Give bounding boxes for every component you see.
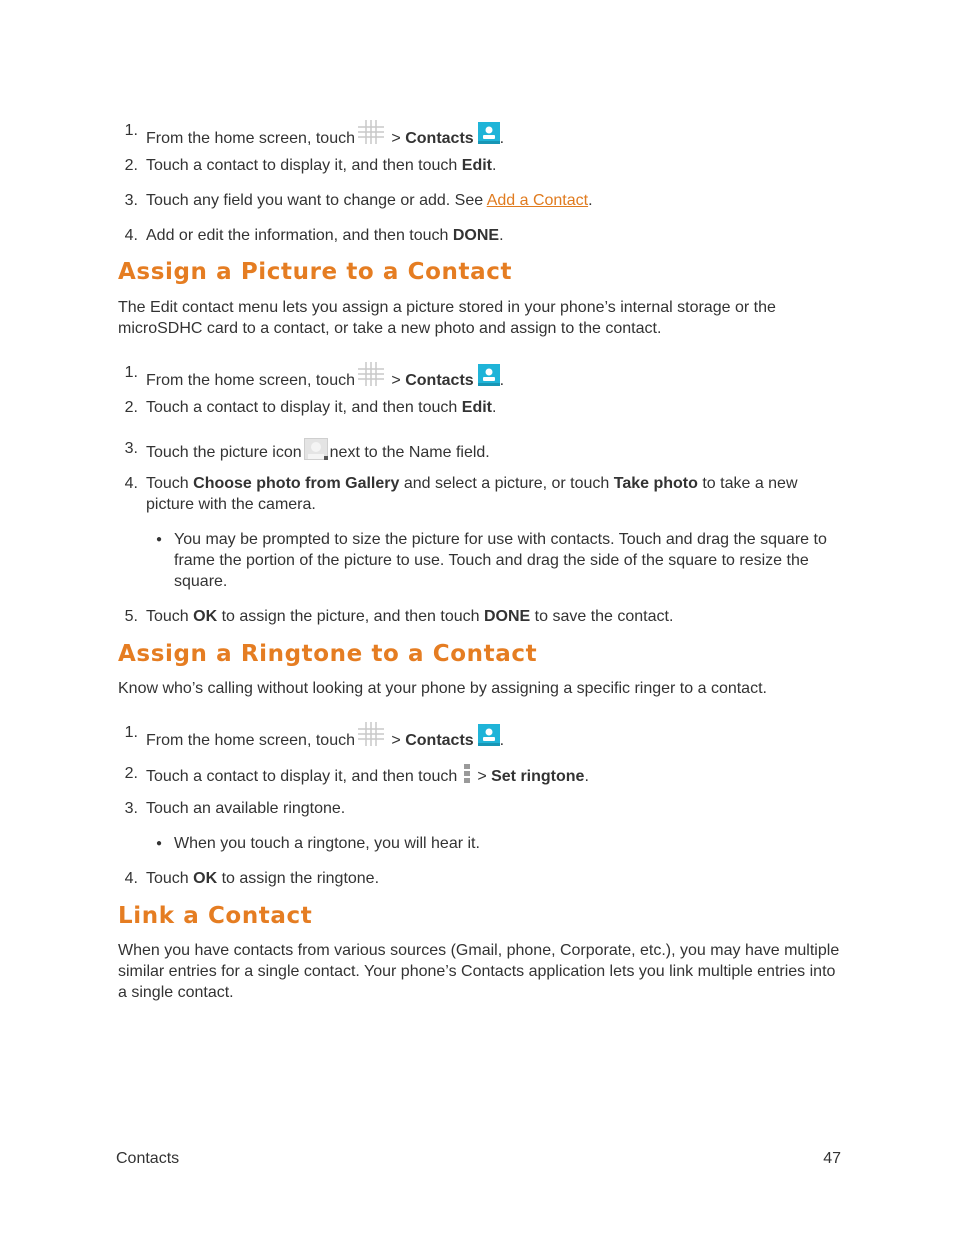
step-end: to assign the ringtone. — [217, 870, 380, 887]
step-end: . — [584, 768, 589, 785]
contacts-label: Contacts — [405, 372, 474, 389]
step-end: . — [491, 399, 497, 416]
add-a-contact-link[interactable]: Add a Contact — [486, 192, 589, 209]
step-text: Touch a contact to display it, and then touch — [146, 768, 458, 785]
step-text: Add or edit the information, and then touch — [146, 227, 453, 244]
step-number: 3. — [124, 800, 138, 817]
apps-grid-icon — [358, 362, 384, 386]
contacts-app-icon — [478, 364, 500, 386]
step-text: Touch — [146, 475, 194, 492]
step-text: Touch a contact to display it, and then touch — [146, 157, 462, 174]
step-end: . — [499, 372, 505, 389]
bullet-dot: ● — [156, 838, 163, 849]
step-text: Touch the picture icon — [146, 444, 302, 461]
footer-section: Contacts — [116, 1150, 180, 1167]
contact-picture-icon — [304, 438, 328, 460]
step-text-mid: to assign the picture, and then touch — [217, 608, 484, 625]
step-text: From the home screen, touch — [146, 130, 355, 147]
step-end: next to the Name field. — [329, 444, 490, 461]
step-end: to take a new picture with the camera. — [146, 475, 798, 513]
edit-label: Edit — [461, 157, 492, 174]
step-text: From the home screen, touch — [146, 372, 355, 389]
step-number: 4. — [124, 475, 138, 492]
step-end: . — [491, 157, 497, 174]
step-number: 2. — [124, 157, 138, 174]
step-text: Touch — [146, 608, 194, 625]
page-number: 47 — [823, 1150, 841, 1167]
contacts-label: Contacts — [405, 130, 474, 147]
step-end: to save the contact. — [530, 608, 674, 625]
step-number: 1. — [124, 724, 138, 741]
separator: > — [477, 768, 492, 785]
link-contact-intro: When you have contacts from various sources (Gmail, phone, Corporate, etc.), you may have multiple similar entries for a single contact. Your phone’s Contacts application lets you link multiple entries into a single contact. — [118, 942, 840, 1001]
step-number: 1. — [124, 364, 138, 381]
done-label: DONE — [452, 227, 500, 244]
step-text: From the home screen, touch — [146, 732, 355, 749]
contacts-app-icon — [478, 724, 500, 746]
picture-heading: Assign a Picture to a Contact — [118, 259, 513, 285]
step-end: . — [588, 192, 593, 209]
menu-icon — [463, 763, 471, 783]
take-photo-label: Take photo — [613, 475, 698, 492]
ringtone-intro: Know who’s calling without looking at your phone by assigning a specific ringer to a contact. — [118, 680, 767, 697]
done-label: DONE — [483, 608, 531, 625]
step-end: . — [499, 732, 505, 749]
ok-label: OK — [193, 870, 218, 887]
contacts-label: Contacts — [405, 732, 474, 749]
step-number: 1. — [124, 122, 138, 139]
step-end: . — [499, 227, 504, 244]
step-text: Touch any field you want to change or add. See — [146, 192, 487, 209]
separator: > — [386, 372, 406, 389]
step-number: 2. — [124, 399, 138, 416]
choose-photo-label: Choose photo from Gallery — [193, 475, 400, 492]
step-number: 5. — [124, 608, 138, 625]
step-text: Touch an available ringtone. — [146, 800, 346, 817]
picture-intro: The Edit contact menu lets you assign a picture stored in your phone’s internal storage or the microSDHC card to a contact, or take a new photo and assign to the contact. — [118, 299, 776, 337]
step-number: 2. — [124, 765, 138, 782]
bullet-text: You may be prompted to size the picture for use with contacts. Touch and drag the square to frame the portion of the picture to use. Touch and drag the side of the square to resize the square. — [174, 531, 827, 590]
step-end: . — [499, 130, 505, 147]
ringtone-heading: Assign a Ringtone to a Contact — [118, 641, 538, 667]
step-text-mid: and select a picture, or touch — [399, 475, 614, 492]
step-number: 3. — [124, 440, 138, 457]
bullet-dot: ● — [156, 534, 163, 545]
step-text: Touch — [146, 870, 194, 887]
step-number: 4. — [124, 870, 138, 887]
step-number: 3. — [124, 192, 138, 209]
edit-label: Edit — [461, 399, 492, 416]
separator: > — [386, 130, 406, 147]
contacts-app-icon — [478, 122, 500, 144]
ok-label: OK — [193, 608, 218, 625]
bullet-text: When you touch a ringtone, you will hear it. — [174, 835, 480, 852]
step-text: Touch a contact to display it, and then touch — [146, 399, 462, 416]
step-number: 4. — [124, 227, 138, 244]
apps-grid-icon — [358, 722, 384, 746]
apps-grid-icon — [358, 120, 384, 144]
link-contact-heading: Link a Contact — [118, 903, 313, 929]
separator: > — [386, 732, 406, 749]
set-ringtone-label: Set ringtone — [491, 768, 585, 785]
